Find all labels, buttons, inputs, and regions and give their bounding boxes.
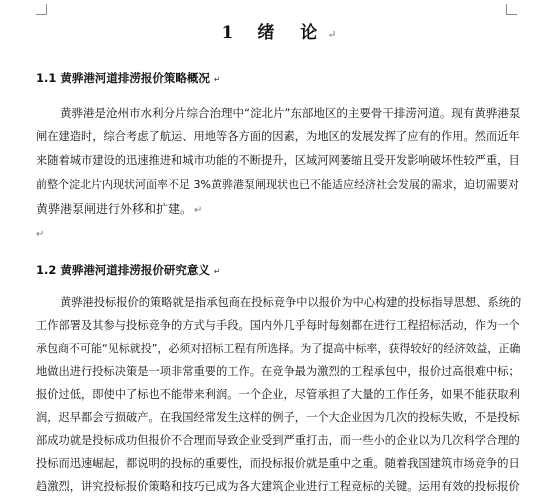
margin-corner-mark-left <box>36 4 47 15</box>
paragraph-line: 前整个淀北片内现状河面率不足 3%黄骅港泵闸现状也已不能适应经济社会发展的需求，迫切需要对 <box>36 178 519 191</box>
paragraph-line: 部成功就是投标成功但报价不合理而导致企业受到严重打击，而一些小的企业以为几次科学合理的 <box>36 434 520 447</box>
paragraph-line: 润，迟早都会亏损破产。在我国经常发生这样的例子，一个大企业因为几次的投标失败，不是投标 <box>36 411 520 424</box>
paragraph-mark-icon: ↵ <box>213 267 221 276</box>
section-heading-text: 1.1 黄骅港河道排涝报价策略概况 <box>36 71 210 85</box>
section-heading-text: 1.2 黄骅港河道排涝报价研究意义 <box>36 263 210 277</box>
chapter-number: 1 <box>221 23 236 43</box>
paragraph-mark-icon: ↵ <box>194 205 203 216</box>
paragraph-line: 趋激烈，讲究投标报价策略和技巧已成为各大建筑企业进行工程竞标的关键。运用有效的投标报价 <box>36 480 520 493</box>
paragraph-line: 来随着城市建设的迅速推进和城市功能的不断提升，区域河网萎缩且受开发影响破坏性较严重，目 <box>36 154 520 167</box>
paragraph-mark-icon: ↵ <box>213 75 221 84</box>
paragraph-line: 地做出进行投标决策是一项非常重要的工作。在竞争最为激烈的工程承包中，报价过高很难中标； <box>36 365 520 378</box>
paragraph-line: 投标而迅速崛起，都说明的投标的重要性，而投标报价就是重中之重。随着我国建筑市场竞争的日 <box>36 457 520 470</box>
empty-paragraph-mark-icon: ↵ <box>36 229 45 240</box>
paragraph-line: 黄骅港是沧州市水利分片综合治理中“淀北片”东部地区的主要骨干排涝河道。现有黄骅港泵 <box>60 106 521 120</box>
paragraph-line: 闸在建造时，综合考虑了航运、用地等各方面的因素，为地区的发展发挥了应有的作用。然而近年 <box>36 130 520 143</box>
paragraph-line-text: 黄骅港泵闸进行外移和扩建。 <box>36 202 193 216</box>
paragraph-line-last <box>36 197 202 223</box>
chapter-title <box>0 18 560 43</box>
paragraph-line: 黄骅港投标报价的策略就是指承包商在投标竞争中以报价为中心构建的投标指导思想、系统的 <box>60 296 522 309</box>
chapter-title-text: 绪 论 <box>257 23 328 43</box>
section-heading-1-1 <box>36 70 221 86</box>
paragraph-line: 报价过低，即使中了标也不能带来利润。一个企业，尽管承担了大量的工作任务，如果不能获取利 <box>36 388 520 401</box>
paragraph-mark-icon: ↵ <box>327 28 339 41</box>
paragraph-line: 工作部署及其参与投标竞争的方式与手段。国内外几乎每时每刻都在进行工程招标活动，作为一个 <box>36 319 520 332</box>
paragraph-line: 承包商不可能“见标就投”，必须对招标工程有所选择。为了提高中标率，获得较好的经济效益，正确 <box>36 342 521 355</box>
section-heading-1-2 <box>36 262 221 278</box>
margin-corner-mark-right <box>506 4 517 15</box>
